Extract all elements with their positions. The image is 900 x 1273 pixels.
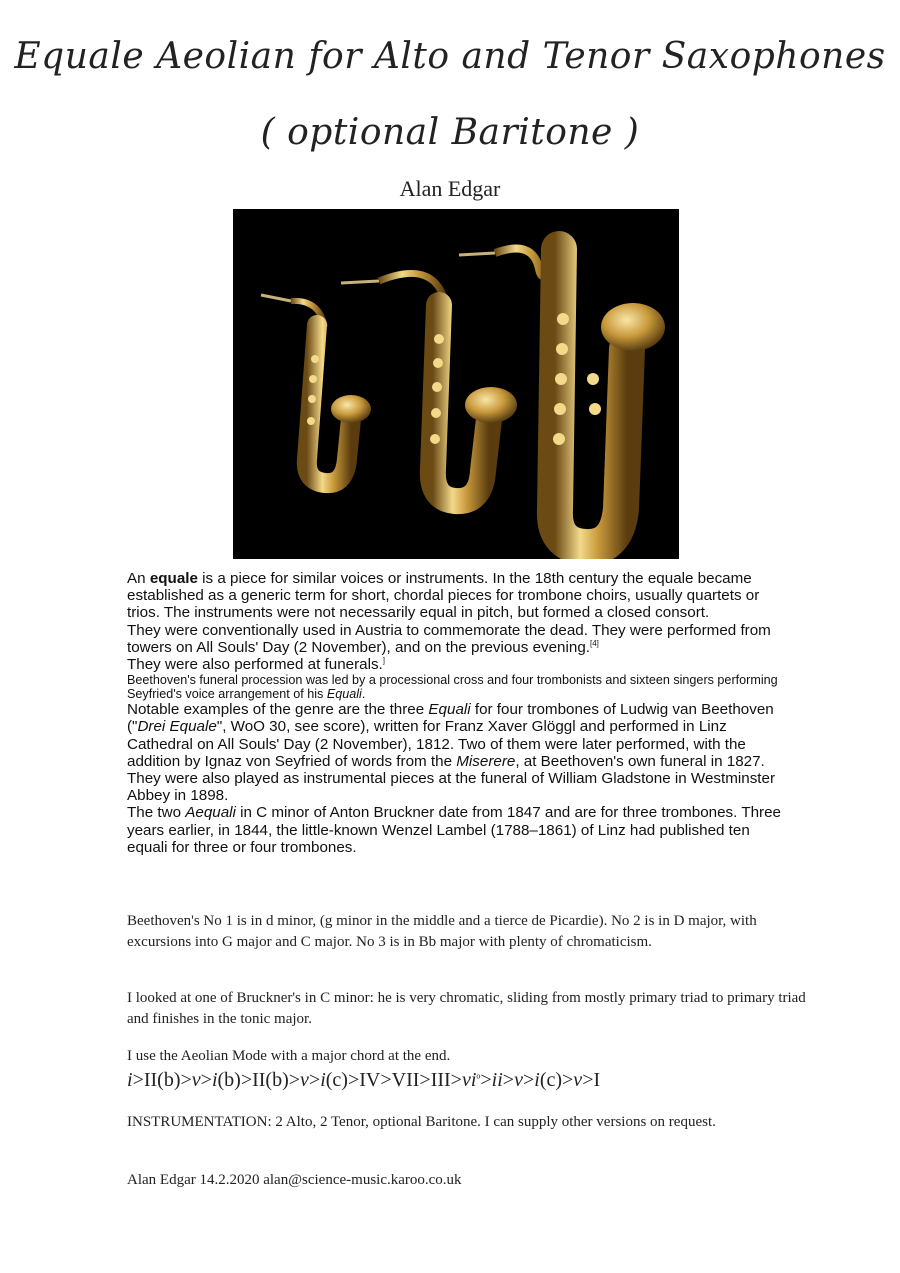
note-bruckner: I looked at one of Bruckner's in C minor: he is very chromatic, sliding from mostly primary triad to primary triad and finishes in the tonic major. (127, 990, 806, 1027)
author-name: Alan Edgar (399, 176, 501, 201)
paragraph-funeral: Beethoven's funeral procession was led by a processional cross and four trombonists and sixteen singers performing Seyfried's voice arrangement of his Equali. (127, 673, 778, 702)
note-aeolian: I use the Aeolian Mode with a major chord at the end. (127, 1048, 451, 1064)
title-line-1: Equale Aeolian for Alto and Tenor Saxophones (14, 36, 886, 77)
saxophones-icon (233, 209, 679, 559)
instrumentation: INSTRUMENTATION: 2 Alto, 2 Tenor, optional Baritone. I can supply other versions on request. (127, 1114, 716, 1130)
note-beethoven: Beethoven's No 1 is in d minor, (g minor in the middle and a tierce de Picardie). No 2 is in D major, with excursions into G major and C major. No 3 is in Bb major with plenty of chromaticism. (127, 913, 757, 950)
saxophones-photo (233, 209, 679, 559)
paragraph-bruckner: The two Aequali in C minor of Anton Bruckner date from 1847 and are for three trombones. Three years earlier, in 1844, the little-known Wenzel Lambel (1788–1861) of Linz had published ten equali for three or four trombones. (127, 804, 781, 856)
paragraph-examples: Notable examples of the genre are the three Equali for four trombones of Ludwig van Beethoven ("Drei Equale", WoO 30, see score), written for Franz Xaver Glöggl and performed in Linz Cathedral on All Souls' Day (2 November), 1812. Two of them were later performed, with the addition by Ignaz von Seyfried of words from the Miserere, at Beethoven's own funeral in 1827. They were also played as instrumental pieces at the funeral of William Gladstone in Westminster Abbey in 1898. (127, 701, 776, 805)
term-equale: equale (149, 570, 198, 587)
paragraph-definition: An equale is a piece for similar voices or instruments. In the 18th century the equale became established as a generic term for short, chordal pieces for trombone choirs, usually quartets or trios. The instruments were not necessarily equal in pitch, but formed a closed consort. (127, 570, 760, 622)
chord-progression: $i>II(b)>v>i(b)>II(b)>v>i(c)>IV>VII>III>vi^o>ii>v>i(c)>v>I$ (127, 1069, 601, 1091)
citation-4: [4] (590, 638, 599, 648)
paragraph-usage: They were conventionally used in Austria to commemorate the dead. They were performed from towers on All Souls' Day (2 November), and on the previous evening.[4] They were also performed at funerals.] (127, 621, 771, 674)
equale-description (127, 570, 792, 856)
citation-bracket: ] (382, 655, 386, 665)
signature-line: Alan Edgar 14.2.2020 alan@science-music.karoo.co.uk (127, 1172, 462, 1188)
title-line-2: ( optional Baritone ) (260, 112, 640, 153)
